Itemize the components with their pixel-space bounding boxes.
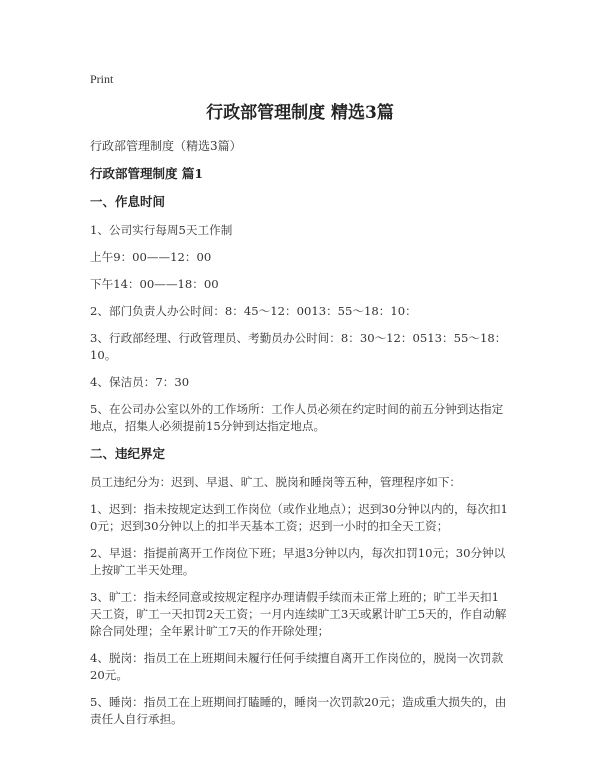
print-link[interactable]: Print	[90, 72, 114, 86]
section-heading-work-hours: 一、作息时间	[90, 194, 166, 209]
paragraph: 上午9：00——12：00	[90, 250, 212, 264]
paragraph: 4、脱岗：指员工在上班期间未履行任何手续擅自离开工作岗位的，脱岗一次罚款20元。	[90, 651, 504, 682]
paragraph: 5、睡岗：指员工在上班期间打瞌睡的，睡岗一次罚款20元；造成重大损失的，由责任人自行承担。	[90, 695, 507, 726]
section-heading-discipline: 二、违纪界定	[90, 446, 166, 461]
paragraph: 1、公司实行每周5天工作制	[90, 223, 233, 237]
paragraph: 3、旷工：指未经同意或按规定程序办理请假手续而未正常上班的；旷工半天扣1天工资，旷工一天扣罚2天工资；一月内连续旷工3天或累计旷工5天的，作自动解除合同处理；全年累计旷工7天的作开除处理；	[90, 590, 507, 638]
document-title: 行政部管理制度 精选3篇	[206, 103, 394, 123]
paragraph: 4、保洁员：7：30	[90, 375, 190, 389]
paragraph: 2、早退：指提前离开工作岗位下班；早退3分钟以内，每次扣罚10元；30分钟以上按旷工半天处理。	[90, 546, 506, 577]
part-heading: 行政部管理制度 篇1	[90, 166, 204, 181]
paragraph: 下午14：00——18：00	[90, 277, 219, 291]
paragraph: 员工违纪分为：迟到、早退、旷工、脱岗和睡岗等五种，管理程序如下：	[90, 475, 462, 489]
document-subtitle: 行政部管理制度（精选3篇）	[90, 139, 242, 153]
paragraph: 3、行政部经理、行政管理员、考勤员办公时间：8：30～12：0513：55～18：10。	[90, 331, 507, 362]
paragraph: 2、部门负责人办公时间：8：45～12：0013：55～18：10：	[90, 304, 417, 318]
paragraph: 5、在公司办公室以外的工作场所：工作人员必须在约定时间的前五分钟到达指定地点，招集人必须提前15分钟到达指定地点。	[90, 402, 504, 433]
paragraph: 1、迟到：指未按规定达到工作岗位（或作业地点）；迟到30分钟以内的，每次扣10元；迟到30分钟以上的扣半天基本工资；迟到一小时的扣全天工资；	[90, 502, 508, 533]
